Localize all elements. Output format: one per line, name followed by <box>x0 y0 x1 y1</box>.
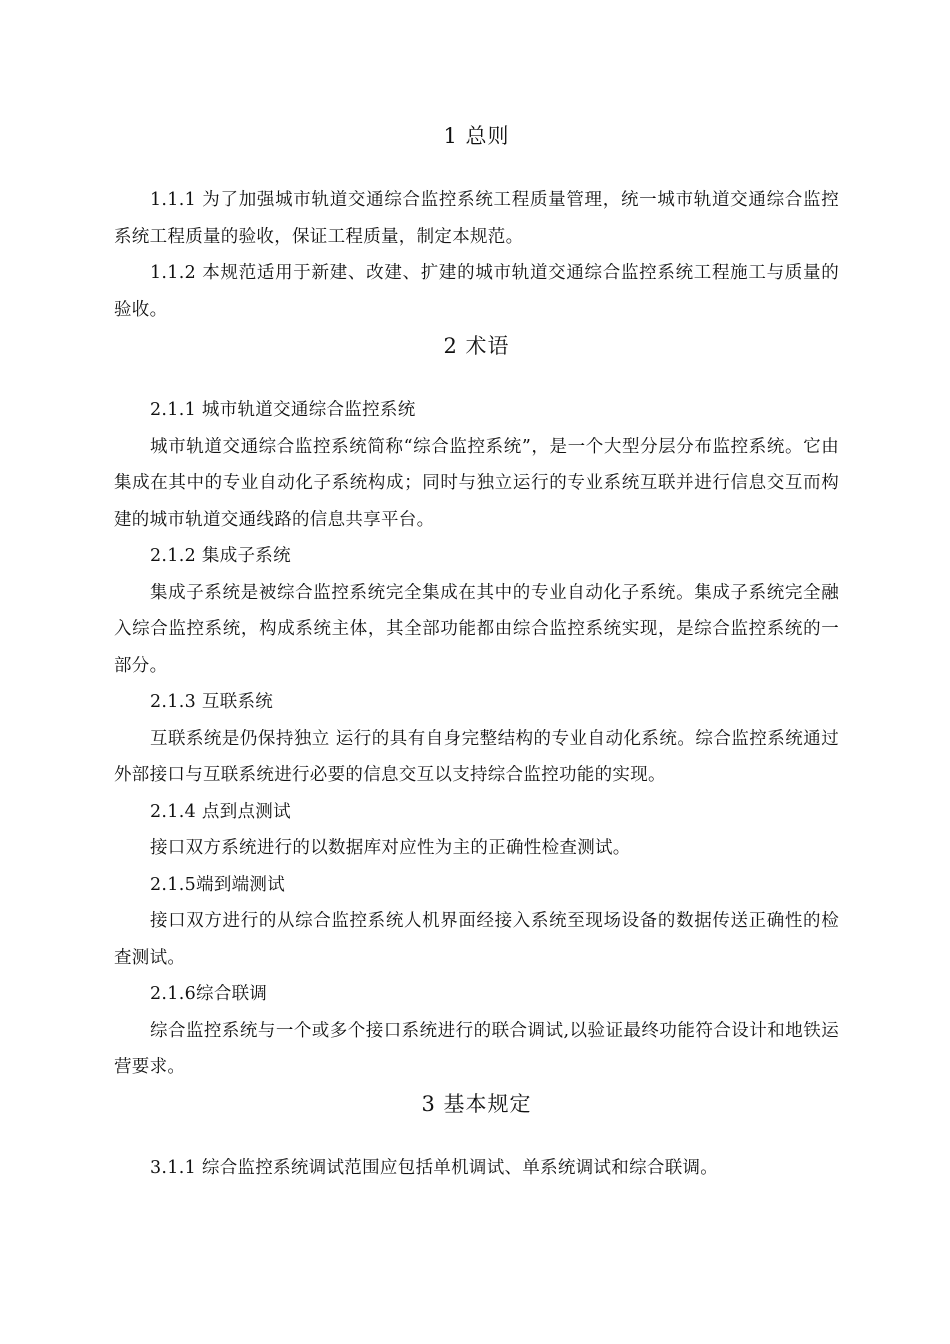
term-title-2-1-3: 2.1.3 互联系统 <box>150 692 274 712</box>
section-heading-general: 1 总则 <box>443 124 510 148</box>
term-title-2-1-2: 2.1.2 集成子系统 <box>150 546 291 566</box>
term-title-2-1-1: 2.1.1 城市轨道交通综合监控系统 <box>150 400 416 420</box>
clause-1-1-2: 1.1.2 本规范适用于新建、改建、扩建的城市轨道交通综合监控系统工程施工与质量的验收。 <box>114 263 839 320</box>
term-title-2-1-6: 2.1.6综合联调 <box>150 984 268 1004</box>
term-definition-2-1-5: 接口双方进行的从综合监控系统人机界面经接入系统至现场设备的数据传送正确性的检查测试。 <box>114 911 839 968</box>
clause-3-1-1: 3.1.1 综合监控系统调试范围应包括单机调试、单系统调试和综合联调。 <box>150 1157 719 1178</box>
spacer <box>114 1122 839 1150</box>
document-content <box>114 118 839 1186</box>
term-definition-2-1-1: 城市轨道交通综合监控系统简称“综合监控系统”，是一个大型分层分布监控系统。它由集成在其中的专业自动化子系统构成；同时与独立运行的专业系统互联并进行信息交互而构建的城市轨道交通线路的信息共享平台。 <box>114 436 839 530</box>
term-title-2-1-4: 2.1.4 点到点测试 <box>150 801 291 822</box>
term-definition-2-1-3: 互联系统是仍保持独立 运行的具有自身完整结构的专业自动化系统。综合监控系统通过外部接口与互联系统进行必要的信息交互以支持综合监控功能的实现。 <box>114 728 839 785</box>
term-definition-2-1-6: 综合监控系统与一个或多个接口系统进行的联合调试,以验证最终功能符合设计和地铁运营要求。 <box>114 1020 839 1077</box>
clause-1-1-1: 1.1.1 为了加强城市轨道交通综合监控系统工程质量管理，统一城市轨道交通综合监控系统工程质量的验收，保证工程质量，制定本规范。 <box>114 190 839 247</box>
section-heading-terms: 2 术语 <box>443 334 510 358</box>
section-heading-basic-rules: 3 基本规定 <box>421 1091 532 1116</box>
spacer <box>114 364 839 392</box>
term-title-2-1-5: 2.1.5端到端测试 <box>150 874 286 895</box>
spacer <box>114 154 839 182</box>
term-definition-2-1-4: 接口双方系统进行的以数据库对应性为主的正确性检查测试。 <box>150 838 631 858</box>
term-definition-2-1-2: 集成子系统是被综合监控系统完全集成在其中的专业自动化子系统。集成子系统完全融入综合监控系统，构成系统主体，其全部功能都由综合监控系统实现，是综合监控系统的一部分。 <box>114 582 839 676</box>
